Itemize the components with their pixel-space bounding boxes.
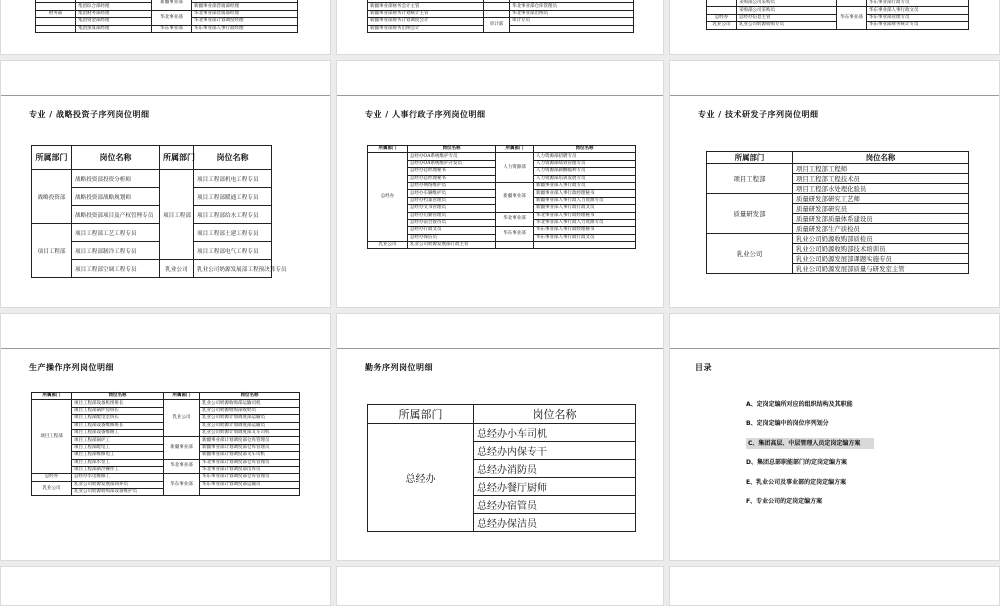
title-rule [337,95,663,96]
toc-item-f[interactable]: F、专业公司的定岗定编方案 [746,497,823,505]
cell [484,3,510,10]
title-rule [1,95,330,96]
slide-thumbnail-strategy[interactable] [0,60,331,308]
slide-thumbnail-toc[interactable] [669,313,1000,561]
title-rule [1,348,330,349]
toc-item-c[interactable]: C、集团高层、中层管理人员定岗定编方案 [742,437,902,456]
production-table: 所属部门 岗位名称 所属部门 岗位名称 项目工程部 项目工程部设备机组班长 乳业公司 乳业公司奶源收购部运输司机 项目工程部锅炉房班长 乳业公司奶源收购部收奶员 项目工程部配电室班长 乳业公司奶源计划调度部运输员 项目工程部设备维修班长 乳业公司奶源计划调度部运输员 项目工程部设备维修工 乳业公司奶源计划调度部叉车司机 项目工程部锅炉工 新疆事业部 新疆事业部计划调度部仓库管理员 项目工程部配电工 新疆事业部计划调度部仓库管理员 项目工程部维修电工 新疆事业部计划调度部叉车司机 项目工程部水泵工 华北事业部 华北事业部计划调度部仓库管理员 项目工程部制冷操作工 华北事业部计划调度部出库员 总经办 总经办水电维修工 华东事业部 华东事业部计划调度部仓库管理员 乳业公司 乳业公司奶源发展部饲养员 华东事业部计划调度部运输员 乳业公司奶源收购部设备维护员 [31,392,300,496]
slide-thumbnail-hr[interactable] [336,60,664,308]
strategy-table: 所属部门 岗位名称 所属部门 岗位名称 战略投资部 战略投资部投资分析师 项目工程部 项目工程部机电工程专员 战略投资部战略规划师 项目工程部暖通工程专员 战略投资部项目及产权管理专员 项目工程部给水工程专员 项目工程部 项目工程部工艺工程专员 项目工程部土建工程专员 项目工程部制冷工程专员 项目工程部电气工程专员 项目工程部空调工程专员 乳业公司 乳业公司奶源发展部工程预决算专员 [31,145,272,278]
toc-item-d[interactable]: D、集团总部职能部门的定岗定编方案 [746,459,847,467]
slide-thumbnail-next-1[interactable] [0,566,331,606]
dept-cell: 华东事业部 [496,227,534,242]
slide-thumbnail-admin[interactable] [669,0,1000,55]
toc-item-e[interactable]: E、乳业公司及事业部的定岗定编方案 [746,478,847,486]
cell [837,0,867,7]
toc-list [742,398,902,514]
slide-title: 生产操作序列岗位明细 [29,363,114,372]
hr-table: 所属部门 岗位名称 所属部门 岗位名称 总经办 总经办OA系统维护专员 人力资源部 人力资源部招聘专员 总经办OA系统维护开发员 人力资源部绩效管理专员 总经办总经理秘书 人力资源部薪酬福利专员 总经办总经理秘书 人力资源部培训发展专员 总经办网络维护员 新疆事业部 新疆事业部人事行政专员 总经办车辆维护员 新疆事业部人事行政经理秘书 总经办档案管理员 新疆事业部人事行政人力资源专员 总经办文书管理员 新疆事业部人事行政行政文员 总经办后勤管理员 华北事业部 华北事业部人事行政经理秘书 总经办前台接待员 华北事业部人事行政人力资源专员 总经办行政文员 华东事业部 华东事业部人事行政经理秘书 总经办保洁员 华东事业部人事行政行政文员 乳业公司 乳业公司奶源发展部行政主管 [367,145,636,249]
slide-title: 目录 [695,363,712,372]
dept-cell: 新疆事业部 [496,182,534,212]
slide-title: 专业 / 人事行政子序列岗位明细 [365,110,486,119]
toc-item-b[interactable]: B、定岗定编中的岗位序列划分 [746,420,829,428]
admin-table: 采购部公司采购员 华东事业部行政专员 采购部公司采购员 华东事业部 华东事业部人事行政文员 总经办 总经办信息主管 华东事业部管理专员 乳业公司 乳业公司奶源收购专员 华东事业部财务统计专员 [706,0,969,30]
dept-cell: 华北事业部 [496,212,534,227]
slide-thumbnail-tech[interactable] [669,60,1000,308]
slide-title: 勤务序列岗位明细 [365,363,433,372]
cell [707,0,737,7]
slide-thumbnail-service[interactable] [336,313,664,561]
cell [707,7,737,14]
cell [36,3,76,10]
slide-thumbnail-next-3[interactable] [669,566,1000,606]
slide-thumbnail-finance[interactable] [0,0,331,55]
dept-cell: 总经办 [368,424,474,532]
dept-cell: 华北事业部 [164,459,200,474]
dept-cell: 人力资源部 [496,153,534,183]
slide-thumbnail-next-2[interactable] [336,566,664,606]
slide-thumbnail-production[interactable] [0,313,331,561]
dept-cell: 华东事业部 [164,474,200,496]
dept-cell: 新疆事业部 [164,437,200,459]
toc-item-a[interactable]: A、定岗定编所对应的组织结构及其职能 [746,401,853,408]
finance-table: 新疆事业部 集团综合部经理 新疆事业部营销部经理 财务部 集团财务部经理 华北事业部 华北事业部营销部经理 集团资金部经理 华北事业部计划调度经理 集团预算部经理 华东事业部 华东事业部人事行政经理 [35,0,298,33]
service-table: 所属部门 岗位名称 总经办 总经办小车司机 总经办内保专干 总经办消防员 总经办餐厅厨师 总经办宿管员 总经办保洁员 [367,404,636,532]
cell [484,10,510,17]
dept-cell: 乳业公司 [164,400,200,437]
title-rule [670,95,999,96]
title-rule [337,348,663,349]
slide-title: 专业 / 战略投资子序列岗位明细 [29,110,150,119]
dept-cell: 项目工程部 [32,400,72,474]
slide-title: 专业 / 技术研发子序列岗位明细 [698,110,819,119]
cell [36,18,76,25]
dept-cell: 总经办 [368,153,408,242]
cell [36,25,76,32]
tech-table: 所属部门 岗位名称 项目工程部 项目工程部工程师 项目工程部工程技术员 项目工程部水处理化验员 质量研发部 质量研发部研究工艺师 质量研发部研究员 质量研发部质量体系建设员 质量研发部生产质检员 乳业公司 乳业公司奶源收购部质检员 乳业公司奶源收购部技术培训员 乳业公司奶源发展部课题实施专员 乳业公司奶源发展部质量与研发室主管 [706,151,969,274]
title-rule [670,348,999,349]
cell [496,242,534,249]
finance-table-2: 新疆事业部财务会计主管 华北事业部仓库管理员 新疆事业部财务计划统计主管 华北事业部出纳员 新疆事业部财务计划调度会计 审计部 审计专员 新疆事业部财务出纳会计 [367,0,634,33]
slide-thumbnail-finance-2[interactable] [336,0,664,55]
